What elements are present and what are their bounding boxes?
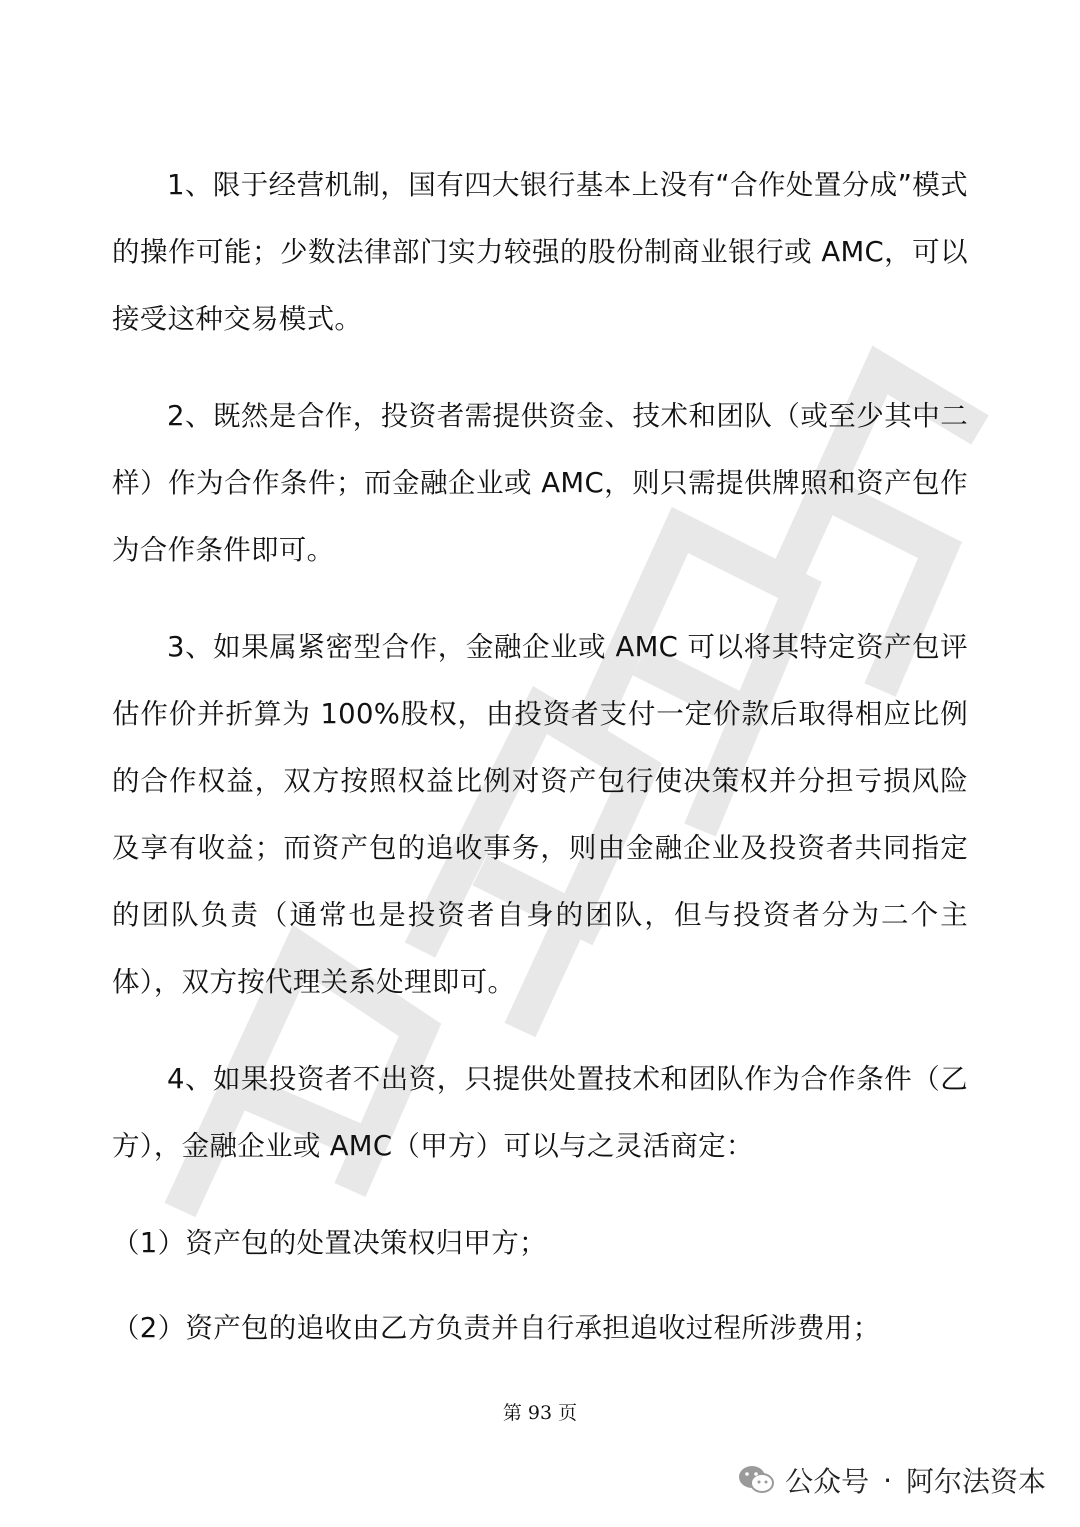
- wechat-icon: [737, 1463, 775, 1497]
- paragraph-4: 4、如果投资者不出资，只提供处置技术和团队作为合作条件（乙方），金融企业或 AMC（甲方）可以与之灵活商定：: [112, 1063, 968, 1162]
- paragraph-3: 3、如果属紧密型合作，金融企业或 AMC 可以将其特定资产包评估作价并折算为 100%股权，由投资者支付一定价款后取得相应比例的合作权益，双方按照权益比例对资产包行使决策权并分担亏损风险及享有收益；而资产包的追收事务，则由金融企业及投资者共同指定的团队负责（通常也是投资者自身的团队，但与投资者分为二个主体），双方按代理关系处理即可。: [112, 631, 968, 998]
- list-item-2: （2）资产包的追收由乙方负责并自行承担追收过程所涉费用；: [112, 1312, 881, 1344]
- footer-label: 公众号: [785, 1465, 870, 1498]
- footer-account: 阿尔法资本: [905, 1465, 1046, 1498]
- list-item-1: （1）资产包的处置决策权归甲方；: [112, 1227, 547, 1259]
- document-body: [112, 152, 968, 1380]
- footer-brand: [737, 1460, 1046, 1500]
- paragraph-2: 2、既然是合作，投资者需提供资金、技术和团队（或至少其中二样）作为合作条件；而金融企业或 AMC，则只需提供牌照和资产包作为合作条件即可。: [112, 400, 968, 566]
- paragraph-1: 1、限于经营机制，国有四大银行基本上没有“合作处置分成”模式的操作可能；少数法律部门实力较强的股份制商业银行或 AMC，可以接受这种交易模式。: [112, 169, 968, 335]
- page-number: 第 93 页: [502, 1402, 578, 1424]
- footer-separator: ·: [883, 1463, 892, 1497]
